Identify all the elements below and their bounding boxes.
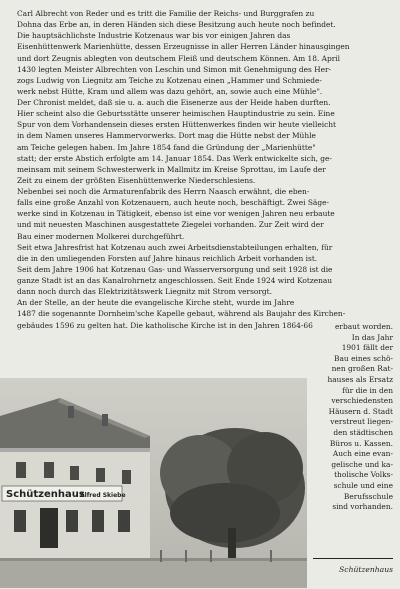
side-text: [313, 322, 393, 513]
text-line: werk nebst Hütte, Kram und allem was dazu gehört, an, sowie auch eine Mühle".: [17, 86, 323, 96]
text-line: werke sind in Kotzenau in Tätigkeit, ebenso ist eine vor wenigen Jahren neu erbaute: [17, 209, 335, 219]
text-line: ganze Stadt ist an das Kanalrohrnetz angeschlossen. Seit Ende 1924 wird Kotzenau: [17, 276, 333, 285]
text-line: meinsam mit seinem Schwesterwerk in Mallmitz im Kreise Sprottau, im Laufe der: [17, 164, 326, 174]
text-line: Bau einer modernen Molkerei durchgeführt.: [17, 231, 185, 241]
side-text-line: hauses als Ersatz: [327, 374, 393, 384]
main-text: [17, 8, 387, 331]
side-text-line: verstreut liegen-: [330, 417, 393, 427]
side-text-line: Büros u. Kassen.: [329, 438, 393, 448]
side-text-line: In das Jahr: [351, 332, 393, 342]
text-line: dann noch durch das Elektrizitätswerk Liegnitz mit Strom versorgt.: [17, 287, 272, 297]
side-text-line: Häusern d. Stadt: [328, 406, 393, 416]
text-line: 1430 legten Meister Albrechten von Leschin und Simon mit Genehmigung des Her-: [17, 64, 331, 74]
text-line: statt; der erste Abstich erfolgte am 14. Januar 1854. Das Werk entwickelte sich, ge-: [17, 153, 332, 163]
caption-rule: [313, 558, 393, 559]
text-line: Seit etwa Jahresfrist hat Kotzenau auch zwei Arbeitsdienstabteilungen erhalten, für: [17, 242, 333, 252]
text-line: Der Chronist meldet, daß sie u. a. auch die Eisenerze aus der Heide haben durften.: [17, 98, 331, 107]
text-line: 1487 die sogenannte Dornheim'sche Kapelle gebaut, während als Baujahr des Kirchen-: [17, 309, 346, 319]
photo-caption: Schützenhaus: [339, 565, 393, 574]
text-line: Spur von dem Vorhandensein dieses ersten Hüttenwerkes finden wir heute vielleicht: [17, 120, 337, 130]
side-text-line: Bau eines schö-: [334, 353, 393, 363]
side-text-line: Berufsschule: [343, 491, 393, 501]
text-line: am Teiche gelegen haben. Im Jahre 1854 fand die Gründung der „Marienhütte": [17, 142, 316, 152]
side-text-line: schule und eine: [333, 480, 393, 490]
side-text-line: erbaut worden.: [334, 322, 393, 331]
text-line: Dohna das Erbe an, in deren Händen sich diese Besitzung auch heute noch befindet.: [17, 20, 336, 30]
side-text-line: nen großen Rat-: [331, 364, 393, 374]
text-line: Seit dem Jahre 1906 hat Kotzenau Gas- und Wasserversorgung und seit 1928 ist die: [17, 264, 333, 274]
text-line: die in den umliegenden Forsten auf Jahre hinaus reichlich Arbeit vorhanden ist.: [17, 253, 318, 263]
side-text-line: gelische und ka-: [331, 459, 393, 469]
text-line: Hier scheint also die Geburtsstätte unserer heimischen Hauptindustrie zu sein. Eine: [17, 109, 335, 119]
sign-text: Schützenhaus: [6, 489, 85, 500]
side-text-line: verschiedensten: [331, 396, 393, 406]
text-line: falls eine große Anzahl von Kotzenauern, auch heute noch, beschäftigt. Zwei Säge-: [17, 198, 329, 208]
sign-text-2: Alfred Skiebe: [80, 492, 126, 499]
text-line: und dort Zeugnis ablegten von deutschem Fleiß und deutschem Können. Am 18. April: [17, 53, 341, 63]
side-text-line: für die in den: [342, 385, 393, 395]
text-line: Die hauptsächlichste Industrie Kotzenaus war bis vor einigen Jahren das: [17, 31, 291, 41]
side-text-line: tholische Volks-: [334, 470, 393, 480]
text-line: Carl Albrecht von Reder und es tritt die Familie der Reichs- und Burggrafen zu: [17, 9, 315, 18]
text-line: Zeit zu einem der größten Eisenhüttenwerke Niederschlesiens.: [17, 175, 256, 185]
text-line: gebäudes 1596 zu gelten hat. Die katholische Kirche ist in den Jahren 1864-66: [17, 320, 313, 330]
side-text-line: 1901 fällt der: [341, 343, 393, 353]
text-line: Nebenbei sei noch die Armaturenfabrik des Herrn Naasch erwähnt, die eben-: [17, 187, 310, 196]
text-line: zogs Ludwig von Liegnitz am Teiche zu Kotzenau einen „Hammer und Schmiede-: [17, 75, 322, 85]
schuetzenhaus-photo: [0, 378, 307, 588]
side-text-line: sind vorhanden.: [332, 502, 393, 512]
side-text-line: Auch eine evan-: [332, 449, 393, 459]
text-line: An der Stelle, an der heute die evangelische Kirche steht, wurde im Jahre: [17, 298, 295, 308]
text-line: in dem Namen unseres Hammervorwerks. Dort mag die Hütte nebst der Mühle: [17, 131, 316, 141]
side-text-line: den städtischen: [333, 427, 393, 437]
text-line: und mit neuesten Maschinen ausgestattete Ziegelei vorhanden. Zur Zeit wird der: [17, 220, 324, 230]
text-line: Eisenhüttenwerk Marienhütte, dessen Erzeugnisse in aller Herren Länder hinausgingen: [17, 42, 350, 52]
